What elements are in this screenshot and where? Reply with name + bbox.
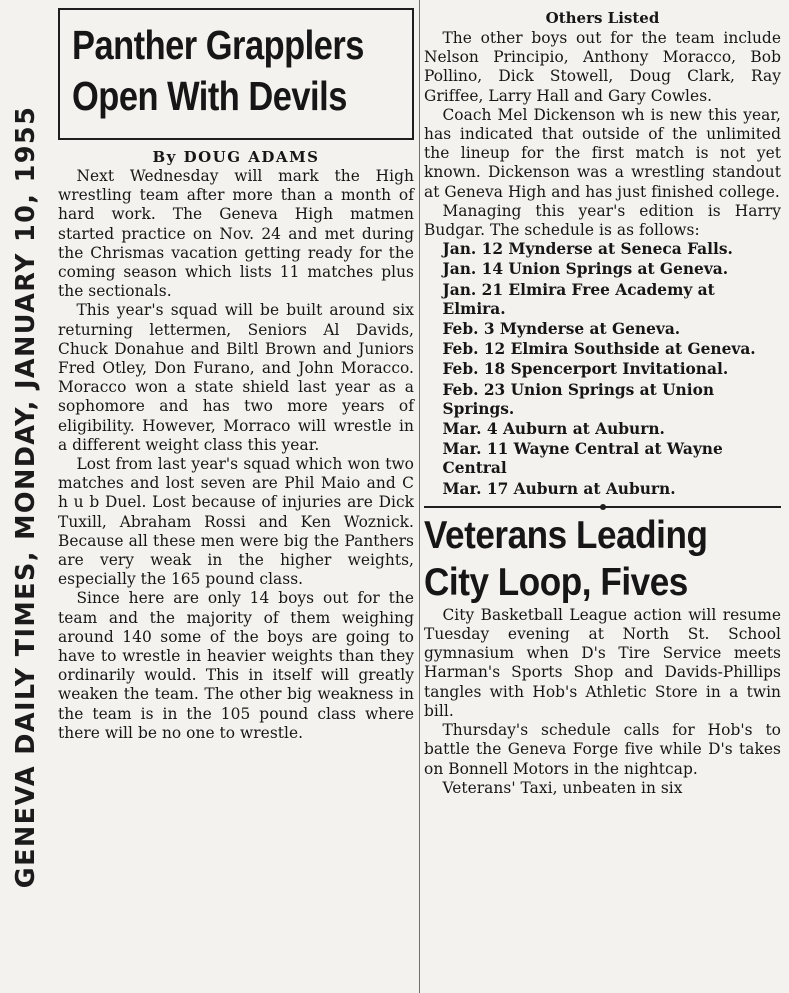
right-column bbox=[424, 6, 781, 798]
masthead-strip bbox=[0, 0, 52, 993]
schedule-item: Mar. 17 Auburn at Auburn. bbox=[442, 479, 676, 498]
masthead-dateline: GENEVA DAILY TIMES, MONDAY, JANUARY 10, 1955 bbox=[11, 105, 41, 888]
byline: By DOUG ADAMS bbox=[152, 148, 320, 166]
schedule-item: Feb. 3 Mynderse at Geneva. bbox=[442, 320, 681, 339]
article2-body bbox=[424, 606, 781, 798]
schedule-item: Feb. 12 Elmira Southside at Geneva. bbox=[442, 340, 756, 359]
article1-body bbox=[58, 167, 414, 743]
headline-line-2: Open With Devils bbox=[72, 73, 347, 119]
column-divider bbox=[419, 0, 420, 993]
headline-box bbox=[58, 8, 414, 140]
schedule-item: Jan. 14 Union Springs at Geneva. bbox=[442, 260, 729, 279]
section-divider bbox=[424, 506, 781, 508]
schedule-item: Jan. 12 Mynderse at Seneca Falls. bbox=[442, 240, 733, 259]
paragraph: Since here are only 14 boys out for the team and the majority of them weighing around 140 some of the boys are going to have to wrestle in heavier weights than they ordinarily would. This in itself will greatly weaken the team. The other big weakness in the team is in the 105 pound class where there will be no one to wrestle. bbox=[58, 589, 414, 742]
headline-line-1: Panther Grapplers bbox=[72, 22, 364, 68]
schedule-item: Jan. 21 Elmira Free Academy at Elmira. bbox=[442, 280, 715, 318]
paragraph: This year's squad will be built around six returning lettermen, Seniors Al Davids, Chuck Donahue and Biltl Brown and Juniors Fred Otley, Don Furano, and John Moracco. Moracco won a state shield last year as a sophomore and has two more years of eligibility. However, Morraco will wrestle in a different weight class this year. bbox=[58, 301, 414, 454]
schedule-item: Feb. 18 Spencerport Invitational. bbox=[442, 360, 729, 379]
paragraph: Thursday's schedule calls for Hob's to battle the Geneva Forge five while D's takes on Bonnell Motors in the nightcap. bbox=[424, 721, 781, 778]
paragraph: Veterans' Taxi, unbeaten in six bbox=[442, 778, 683, 797]
schedule-list bbox=[424, 240, 781, 500]
paragraph: Coach Mel Dickenson wh is new this year, has indicated that outside of the unlimited the lineup for the first match is not yet known. Dickenson was a wrestling standout at Geneva High and has just finished college. bbox=[424, 105, 781, 201]
paragraph: Lost from last year's squad which won two matches and lost seven are Phil Maio and C h u b Duel. Lost because of injuries are Dick Tuxill, Abraham Rossi and Ken Woznick. Because all these men were big the Panthers are very weak in the higher weights, especially the 165 pound class. bbox=[58, 455, 414, 589]
schedule-item: Mar. 11 Wayne Central at Wayne Central bbox=[442, 440, 723, 478]
article1-continued bbox=[424, 29, 781, 240]
paragraph: Managing this year's edition is Harry Budgar. The schedule is as follows: bbox=[424, 201, 781, 240]
schedule-item: Mar. 4 Auburn at Auburn. bbox=[442, 420, 665, 439]
headline2-line-1: Veterans Leading bbox=[424, 513, 708, 557]
headline2-line-2: City Loop, Fives bbox=[424, 560, 688, 604]
headline2-block bbox=[424, 512, 781, 606]
paragraph: Next Wednesday will mark the High wrestling team after more than a month of hard work. The Geneva High matmen started practice on Nov. 24 and met during the Chrismas vacation getting ready for the coming season which lists 11 matches plus the sectionals. bbox=[58, 167, 414, 301]
subhead-others-listed: Others Listed bbox=[545, 9, 660, 27]
paragraph: City Basketball League action will resume Tuesday evening at North St. School gymnasium when D's Tire Service meets Harman's Sports Shop and Davids-Phillips tangles with Hob's Athletic Store in a twin bill. bbox=[424, 605, 781, 720]
left-column bbox=[58, 8, 414, 743]
paragraph: The other boys out for the team include Nelson Principio, Anthony Moracco, Bob Pollino, Dick Stowell, Doug Clark, Ray Griffee, Larry Hall and Gary Cowles. bbox=[424, 29, 781, 105]
schedule-item: Feb. 23 Union Springs at Union Springs. bbox=[442, 380, 715, 418]
